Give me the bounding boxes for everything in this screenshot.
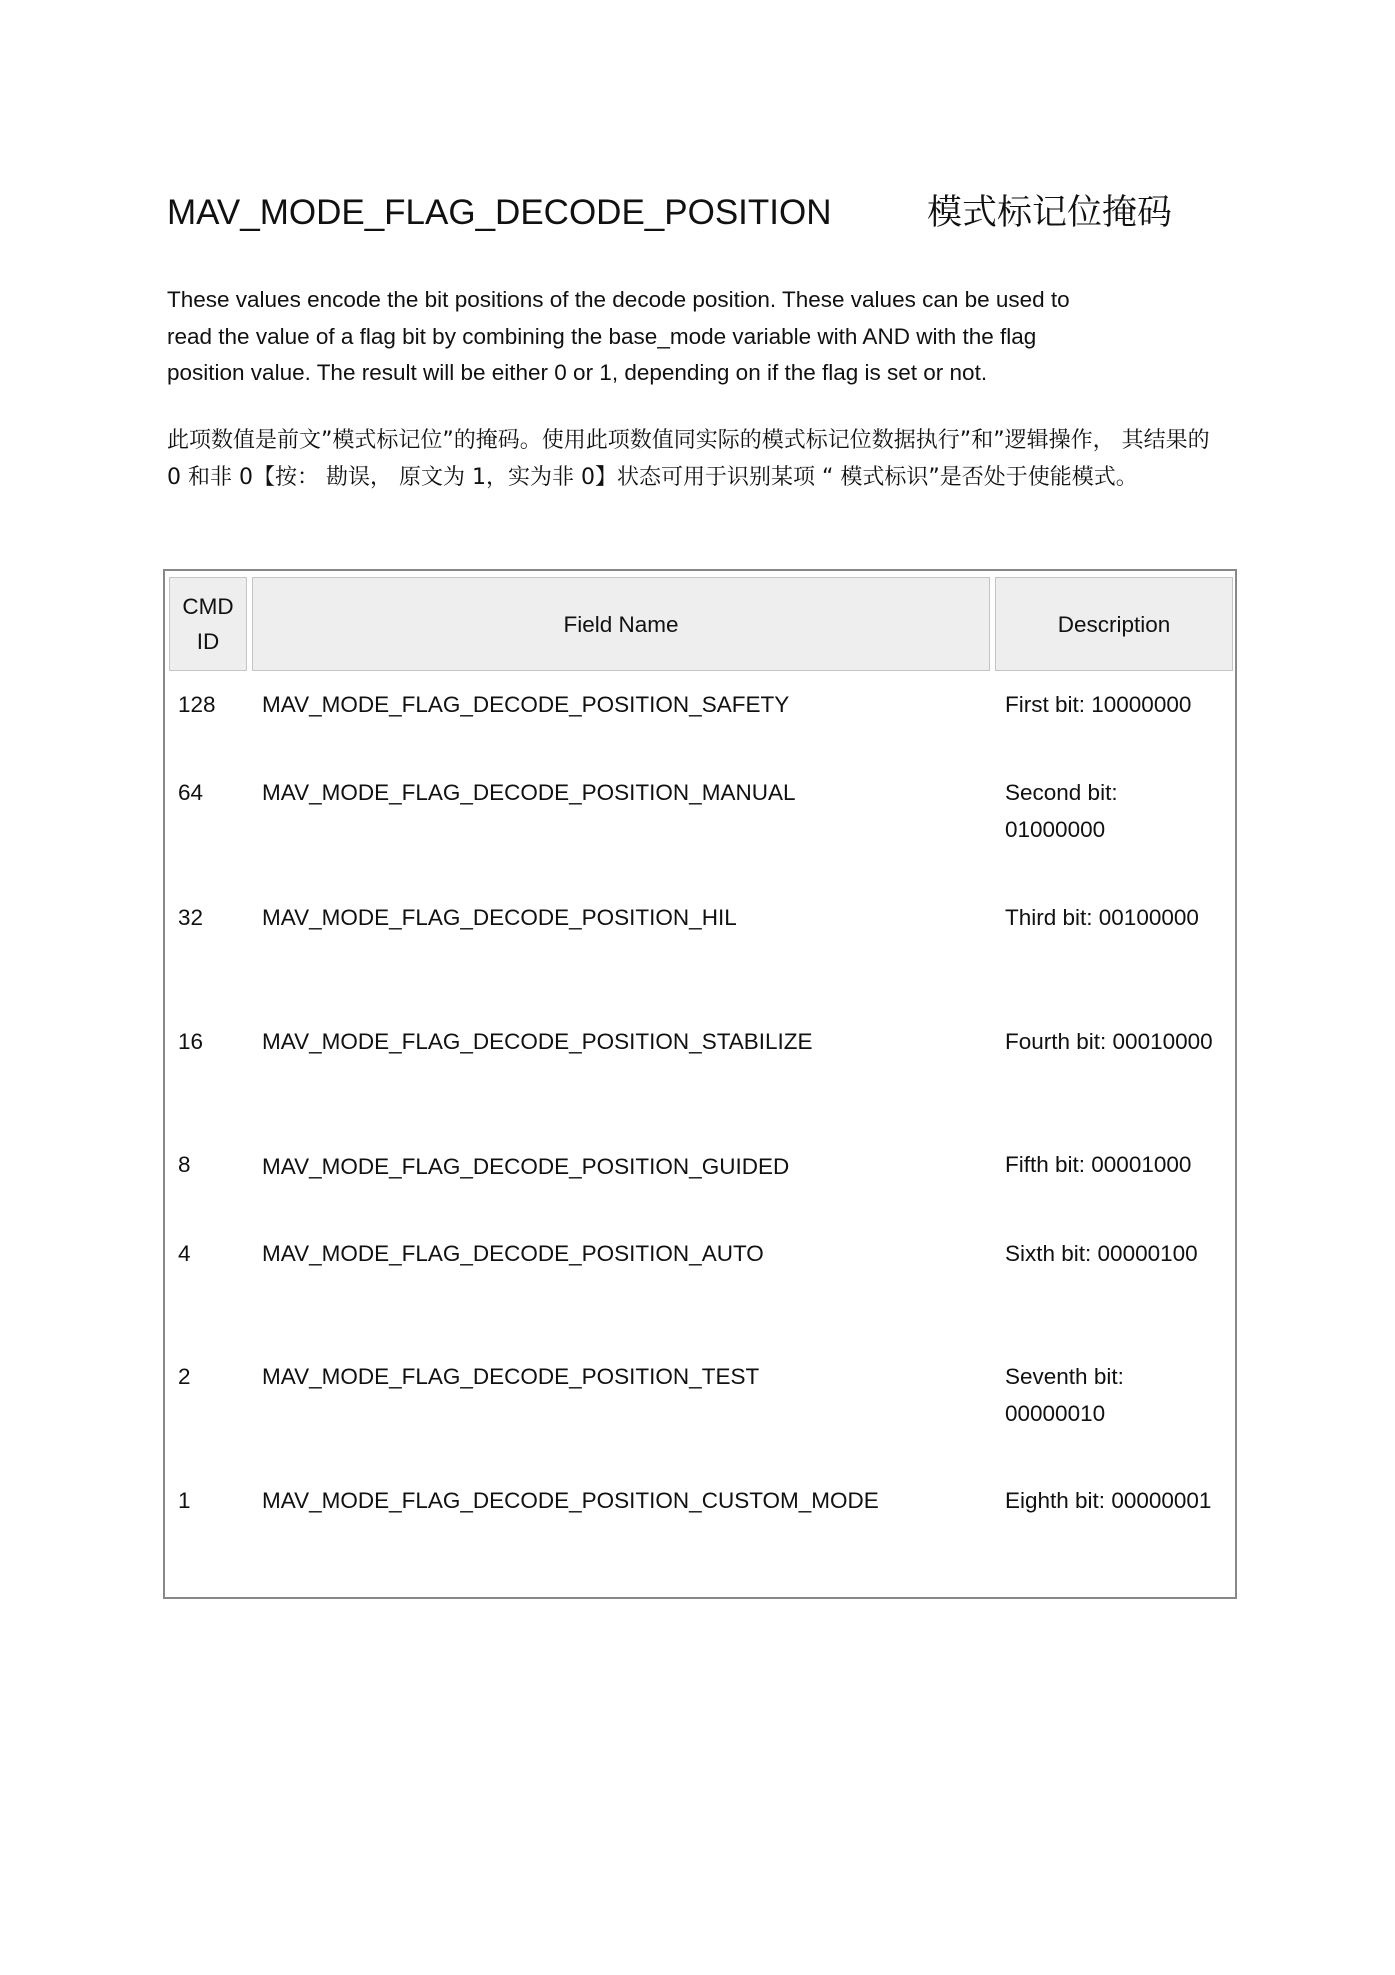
intro-paragraph-chinese: 此项数值是前文”模式标记位”的掩码。使用此项数值同实际的模式标记位数据执行”和”逻辑操作， 其结果的 0 和非 0【按： 勘误， 原文为 1，实为非 0】状态可用于识别某项 “ 模式标识”是否处于使能模式。 <box>167 428 1210 490</box>
field-name-cell: MAV_MODE_FLAG_DECODE_POSITION_MANUAL <box>262 780 796 805</box>
page-title-chinese: 模式标记位掩码 <box>927 193 1173 233</box>
header-cmd-id-label: CMD ID <box>182 594 234 654</box>
field-name-cell: MAV_MODE_FLAG_DECODE_POSITION_CUSTOM_MODE <box>262 1488 879 1513</box>
field-name-cell: MAV_MODE_FLAG_DECODE_POSITION_STABILIZE <box>262 1029 813 1054</box>
intro-paragraph-english: These values encode the bit positions of the decode position. These values can be used to read the value of a flag bit by combining the base_mode variable with AND with the flag position value. The result will be either 0 or 1, depending on if the flag is set or not. <box>167 287 1070 385</box>
description-cell: Seventh bit: 00000010 <box>1005 1364 1124 1426</box>
flag-table <box>163 569 1237 1599</box>
cmd-id-cell: 128 <box>178 692 216 717</box>
field-name-cell: MAV_MODE_FLAG_DECODE_POSITION_HIL <box>262 905 737 930</box>
header-description <box>995 577 1233 671</box>
header-field-name <box>252 577 990 671</box>
page-title: MAV_MODE_FLAG_DECODE_POSITION <box>167 193 832 232</box>
field-name-cell: MAV_MODE_FLAG_DECODE_POSITION_AUTO <box>262 1241 764 1266</box>
field-name-cell: MAV_MODE_FLAG_DECODE_POSITION_SAFETY <box>262 692 790 717</box>
description-cell: Eighth bit: 00000001 <box>1005 1488 1212 1513</box>
title-row <box>167 188 1267 238</box>
field-name-cell: MAV_MODE_FLAG_DECODE_POSITION_GUIDED <box>262 1154 790 1179</box>
header-field-name-label: Field Name <box>563 611 679 637</box>
header-cmd-id <box>169 577 247 671</box>
description-cell: Fifth bit: 00001000 <box>1005 1152 1192 1177</box>
description-cell: Second bit: 01000000 <box>1005 780 1118 842</box>
cmd-id-cell: 8 <box>178 1152 191 1177</box>
description-cell: Fourth bit: 00010000 <box>1005 1029 1213 1054</box>
header-description-label: Description <box>1057 611 1171 637</box>
cmd-id-cell: 4 <box>178 1241 191 1266</box>
cmd-id-cell: 1 <box>178 1488 191 1513</box>
cmd-id-cell: 32 <box>178 905 204 930</box>
cmd-id-cell: 2 <box>178 1364 191 1389</box>
description-cell: Third bit: 00100000 <box>1005 905 1199 930</box>
cmd-id-cell: 64 <box>178 780 204 805</box>
description-cell: Sixth bit: 00000100 <box>1005 1241 1198 1266</box>
description-cell: First bit: 10000000 <box>1005 692 1192 717</box>
field-name-cell: MAV_MODE_FLAG_DECODE_POSITION_TEST <box>262 1364 760 1389</box>
cmd-id-cell: 16 <box>178 1029 204 1054</box>
